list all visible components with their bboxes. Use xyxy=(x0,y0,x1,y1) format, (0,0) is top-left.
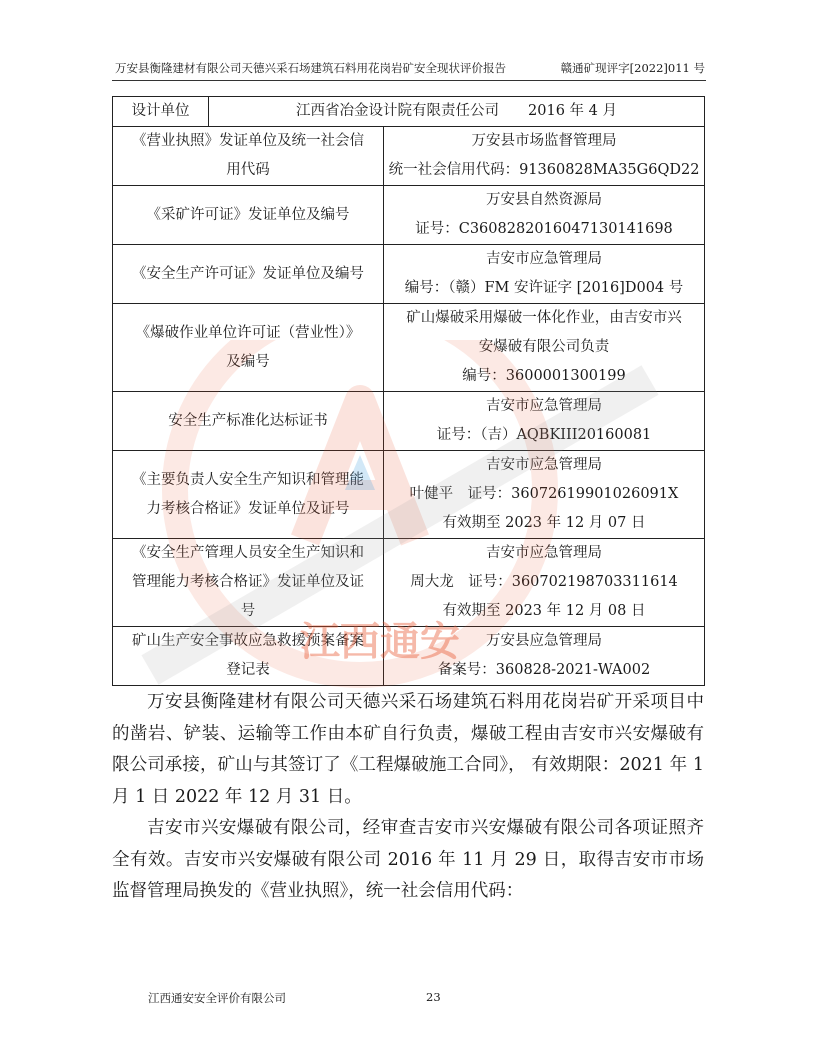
body-text xyxy=(112,687,704,908)
row-value-line: 有效期至 2023 年 12 月 08 日 xyxy=(442,603,646,619)
row-label xyxy=(113,627,384,686)
row-label xyxy=(113,127,384,186)
row-value-line: 安爆破有限公司负责 xyxy=(478,339,610,355)
stamp-text: 江西通安 xyxy=(300,619,460,665)
report-title: 万安县衡隆建材有限公司天德兴采石场建筑石料用花岗岩矿安全现状评价报告 xyxy=(115,61,506,75)
row-label xyxy=(113,304,384,392)
page-header xyxy=(115,60,705,76)
row-value xyxy=(384,539,705,627)
row-value xyxy=(384,451,705,539)
header-rule xyxy=(112,80,706,81)
row-value-line: 统一社会信用代码：91360828MA35G6QD22 xyxy=(388,162,700,178)
body-paragraph: 吉安市兴安爆破有限公司，经审查吉安市兴安爆破有限公司各项证照齐全有效。吉安市兴安爆破有限公司 2016 年 11 月 29 日，取得吉安市市场监督管理局换发的《营业执照》，统一社会信用代码： xyxy=(112,818,704,901)
row-value xyxy=(384,245,705,304)
row-value-line: 万安县市场监督管理局 xyxy=(471,133,617,149)
row-label xyxy=(113,186,384,245)
row-value-line: 周大龙 证号：360702198703311614 xyxy=(410,574,678,590)
row-value-line: 吉安市应急管理局 xyxy=(486,457,602,473)
row-value-line: 叶健平 证号：36072619901026091X xyxy=(409,486,679,502)
row-label xyxy=(113,451,384,539)
table-row xyxy=(113,304,705,392)
row-value-line: 矿山爆破采用爆破一体化作业，由吉安市兴 xyxy=(406,310,682,326)
row-value-line: 吉安市应急管理局 xyxy=(486,545,602,561)
row-value-line: 有效期至 2023 年 12 月 07 日 xyxy=(442,515,646,531)
row-label-line: 矿山生产安全事故应急救援预案备案 xyxy=(132,633,364,649)
row-value-line: 编号：3600001300199 xyxy=(462,368,626,384)
row-value xyxy=(384,127,705,186)
row-label-line: 号 xyxy=(240,603,256,619)
row-label-line: 及编号 xyxy=(226,353,270,370)
row-label-line: 安全生产标准化达标证书 xyxy=(168,412,328,429)
row-value-line: 编号：（赣）FM 安许证字 [2016]D004 号 xyxy=(404,280,684,296)
table-row xyxy=(113,127,705,186)
row-label-line: 《安全生产许可证》发证单位及编号 xyxy=(132,265,364,282)
row-label-line: 登记表 xyxy=(226,662,270,678)
row-value-line: 万安县应急管理局 xyxy=(486,633,602,649)
license-table-body xyxy=(113,97,705,686)
row-label xyxy=(113,245,384,304)
row-value-line: 吉安市应急管理局 xyxy=(486,251,602,267)
body-paragraph: 万安县衡隆建材有限公司天德兴采石场建筑石料用花岗岩矿开采项目中的凿岩、铲装、运输等工作由本矿自行负责，爆破工程由吉安市兴安爆破有限公司承接，矿山与其签订了《工程爆破施工合同》， 有效期限：2021 年 1 月 1 日 2022 年 12 月 31 日。 xyxy=(112,692,704,807)
row-label-line: 《安全生产管理人员安全生产知识和 xyxy=(132,545,364,561)
row-value-line: 证号：（吉）AQBKIII20160081 xyxy=(436,427,652,443)
license-table xyxy=(112,96,705,686)
row-label-line: 《营业执照》发证单位及统一社会信 xyxy=(132,133,364,149)
row-label-line: 《主要负责人安全生产知识和管理能 xyxy=(132,471,364,488)
table-row xyxy=(113,245,705,304)
table-row xyxy=(113,451,705,539)
row-label xyxy=(113,539,384,627)
row-label-line: 《爆破作业单位许可证（营业性）》 xyxy=(135,324,361,341)
row-value-line: 吉安市应急管理局 xyxy=(486,398,602,414)
row-value xyxy=(384,627,705,686)
row-label xyxy=(113,392,384,451)
footer-company: 江西通安安全评价有限公司 xyxy=(148,991,286,1005)
row-value xyxy=(384,392,705,451)
report-reference: 赣通矿现评字[2022]011 号 xyxy=(560,61,705,75)
row-label-line: 用代码 xyxy=(226,162,270,178)
design-unit-label: 设计单位 xyxy=(113,97,209,127)
design-unit-value: 江西省冶金设计院有限责任公司 2016 年 4 月 xyxy=(209,97,705,127)
row-value-line: 证号：C3608282016047130141698 xyxy=(415,221,673,237)
row-label-line: 管理能力考核合格证》发证单位及证 xyxy=(132,574,364,590)
table-row-design-unit xyxy=(113,97,705,127)
table-row xyxy=(113,392,705,451)
row-value-line: 备案号：360828-2021-WA002 xyxy=(437,662,651,678)
page-body xyxy=(112,96,704,908)
row-label-line: 《采矿许可证》发证单位及编号 xyxy=(146,206,350,223)
table-row xyxy=(113,186,705,245)
row-value xyxy=(384,186,705,245)
row-value-line: 万安县自然资源局 xyxy=(486,192,602,208)
table-row xyxy=(113,627,705,686)
row-value xyxy=(384,304,705,392)
page-number: 23 xyxy=(426,990,441,1004)
row-label-line: 力考核合格证》发证单位及证号 xyxy=(146,500,350,517)
table-row xyxy=(113,539,705,627)
